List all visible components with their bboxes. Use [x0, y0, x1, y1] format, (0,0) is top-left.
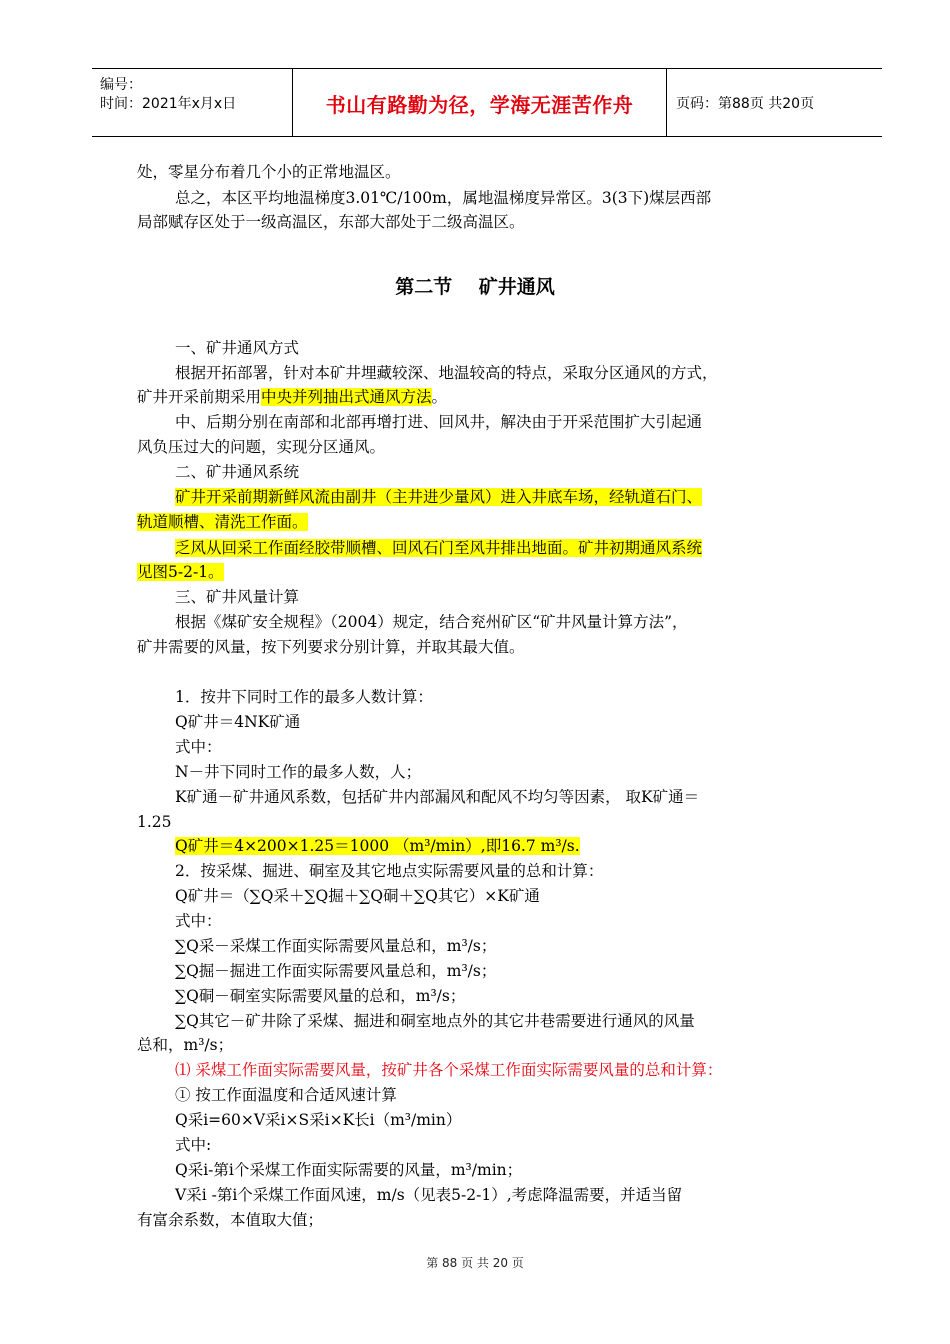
text-line: 式中: — [175, 1136, 212, 1154]
page-info: 页码：第88页 共20页 — [676, 96, 815, 112]
text-line: 风负压过大的问题，实现分区通风。 — [137, 438, 386, 456]
text-segment: 矿井开采前期采用 — [137, 388, 262, 406]
text-line: ① 按工作面温度和合适风速计算 — [175, 1086, 397, 1104]
text-line: 总之，本区平均地温梯度3.01℃/100m，属地温梯度异常区。3(3下)煤层西部 — [175, 189, 712, 207]
text-line — [175, 536, 702, 560]
formula: Q采i=60×V采i×S采i×K长i（m³/min） — [175, 1111, 462, 1129]
text-line: 根据《煤矿安全规程》（2004）规定，结合兖州矿区“矿井风量计算方法”， — [175, 613, 688, 631]
text-line: ∑Q硐－硐室实际需要风量的总和，m³/s； — [175, 987, 466, 1005]
text-line — [137, 510, 308, 534]
formula — [175, 834, 580, 858]
text-line: ∑Q采－采煤工作面实际需要风量总和，m³/s； — [175, 937, 497, 955]
number-label: 编号： — [100, 77, 142, 93]
text-line: 式中： — [175, 912, 222, 930]
formula: Q矿井＝4NK矿通 — [175, 713, 301, 731]
text-line: 式中： — [175, 738, 222, 756]
text-line: 1．按井下同时工作的最多人数计算： — [175, 688, 433, 706]
text-line — [137, 560, 224, 584]
page-footer: 第 88 页 共 20 页 — [426, 1256, 524, 1270]
text-line: V采i -第i个采煤工作面风速，m/s（见表5-2-1）,考虑降温需要，并适当留 — [175, 1186, 683, 1204]
highlighted-text: 中央并列抽出式通风方法 — [261, 388, 432, 406]
text-segment: 。 — [431, 388, 448, 406]
text-line: Q采i-第i个采煤工作面实际需要的风量，m³/min； — [175, 1161, 523, 1179]
text-line: 局部赋存区处于一级高温区，东部大部处于二级高温区。 — [137, 213, 525, 231]
header-center-cell — [292, 69, 667, 136]
text-line: 根据开拓部署，针对本矿井埋藏较深、地温较高的特点，采取分区通风的方式， — [175, 364, 718, 382]
highlighted-text: Q矿井＝4×200×1.25＝1000 （m³/min）,即16.7 m³/s. — [175, 837, 580, 855]
subheading: 三、矿井风量计算 — [175, 588, 300, 606]
text-line: 矿井需要的风量，按下列要求分别计算，并取其最大值。 — [137, 638, 525, 656]
text-line — [175, 485, 702, 509]
header-right-cell — [666, 69, 882, 136]
highlighted-text: 见图5-2-1。 — [137, 563, 224, 581]
text-line: N－井下同时工作的最多人数，人； — [175, 763, 422, 781]
text-line: K矿通－矿井通风系数，包括矿井内部漏风和配风不均匀等因素， 取K矿通＝ — [175, 788, 700, 806]
text-line: 1.25 — [137, 813, 172, 831]
text-line: 总和，m³/s； — [137, 1036, 234, 1054]
header-table — [92, 68, 882, 137]
highlighted-text: 轨道顺槽、清洗工作面。 — [137, 513, 308, 531]
subheading: 一、矿井通风方式 — [175, 339, 300, 357]
text-line: 有富余系数，本值取大值； — [137, 1211, 324, 1229]
header-motto: 书山有路勤为径，学海无涯苦作舟 — [325, 93, 634, 117]
red-text-line: ⑴ 采煤工作面实际需要风量，按矿井各个采煤工作面实际需要风量的总和计算： — [175, 1061, 723, 1079]
text-line: ∑Q其它－矿井除了采煤、掘进和硐室地点外的其它井巷需要进行通风的风量 — [175, 1012, 695, 1030]
subheading: 二、矿井通风系统 — [175, 463, 300, 481]
text-line: 中、后期分别在南部和北部再增打进、回风井，解决由于开采范围扩大引起通 — [175, 413, 703, 431]
text-line: ∑Q掘－掘进工作面实际需要风量总和，m³/s； — [175, 962, 497, 980]
highlighted-text: 矿井开采前期新鲜风流由副井（主井进少量风）进入井底车场，经轨道石门、 — [175, 488, 703, 506]
section-title: 第二节 矿井通风 — [395, 276, 555, 298]
formula: Q矿井＝（∑Q采＋∑Q掘＋∑Q硐＋∑Q其它）×K矿通 — [175, 887, 540, 905]
text-line — [137, 385, 447, 409]
text-line: 处，零星分布着几个小的正常地温区。 — [137, 163, 401, 181]
highlighted-text: 乏风从回采工作面经胶带顺槽、回风石门至风井排出地面。矿井初期通风系统 — [175, 539, 703, 557]
time-label: 时间：2021年x月x日 — [100, 96, 237, 112]
header-left-cell — [92, 69, 292, 136]
text-line: 2．按采煤、掘进、硐室及其它地点实际需要风量的总和计算： — [175, 862, 604, 880]
